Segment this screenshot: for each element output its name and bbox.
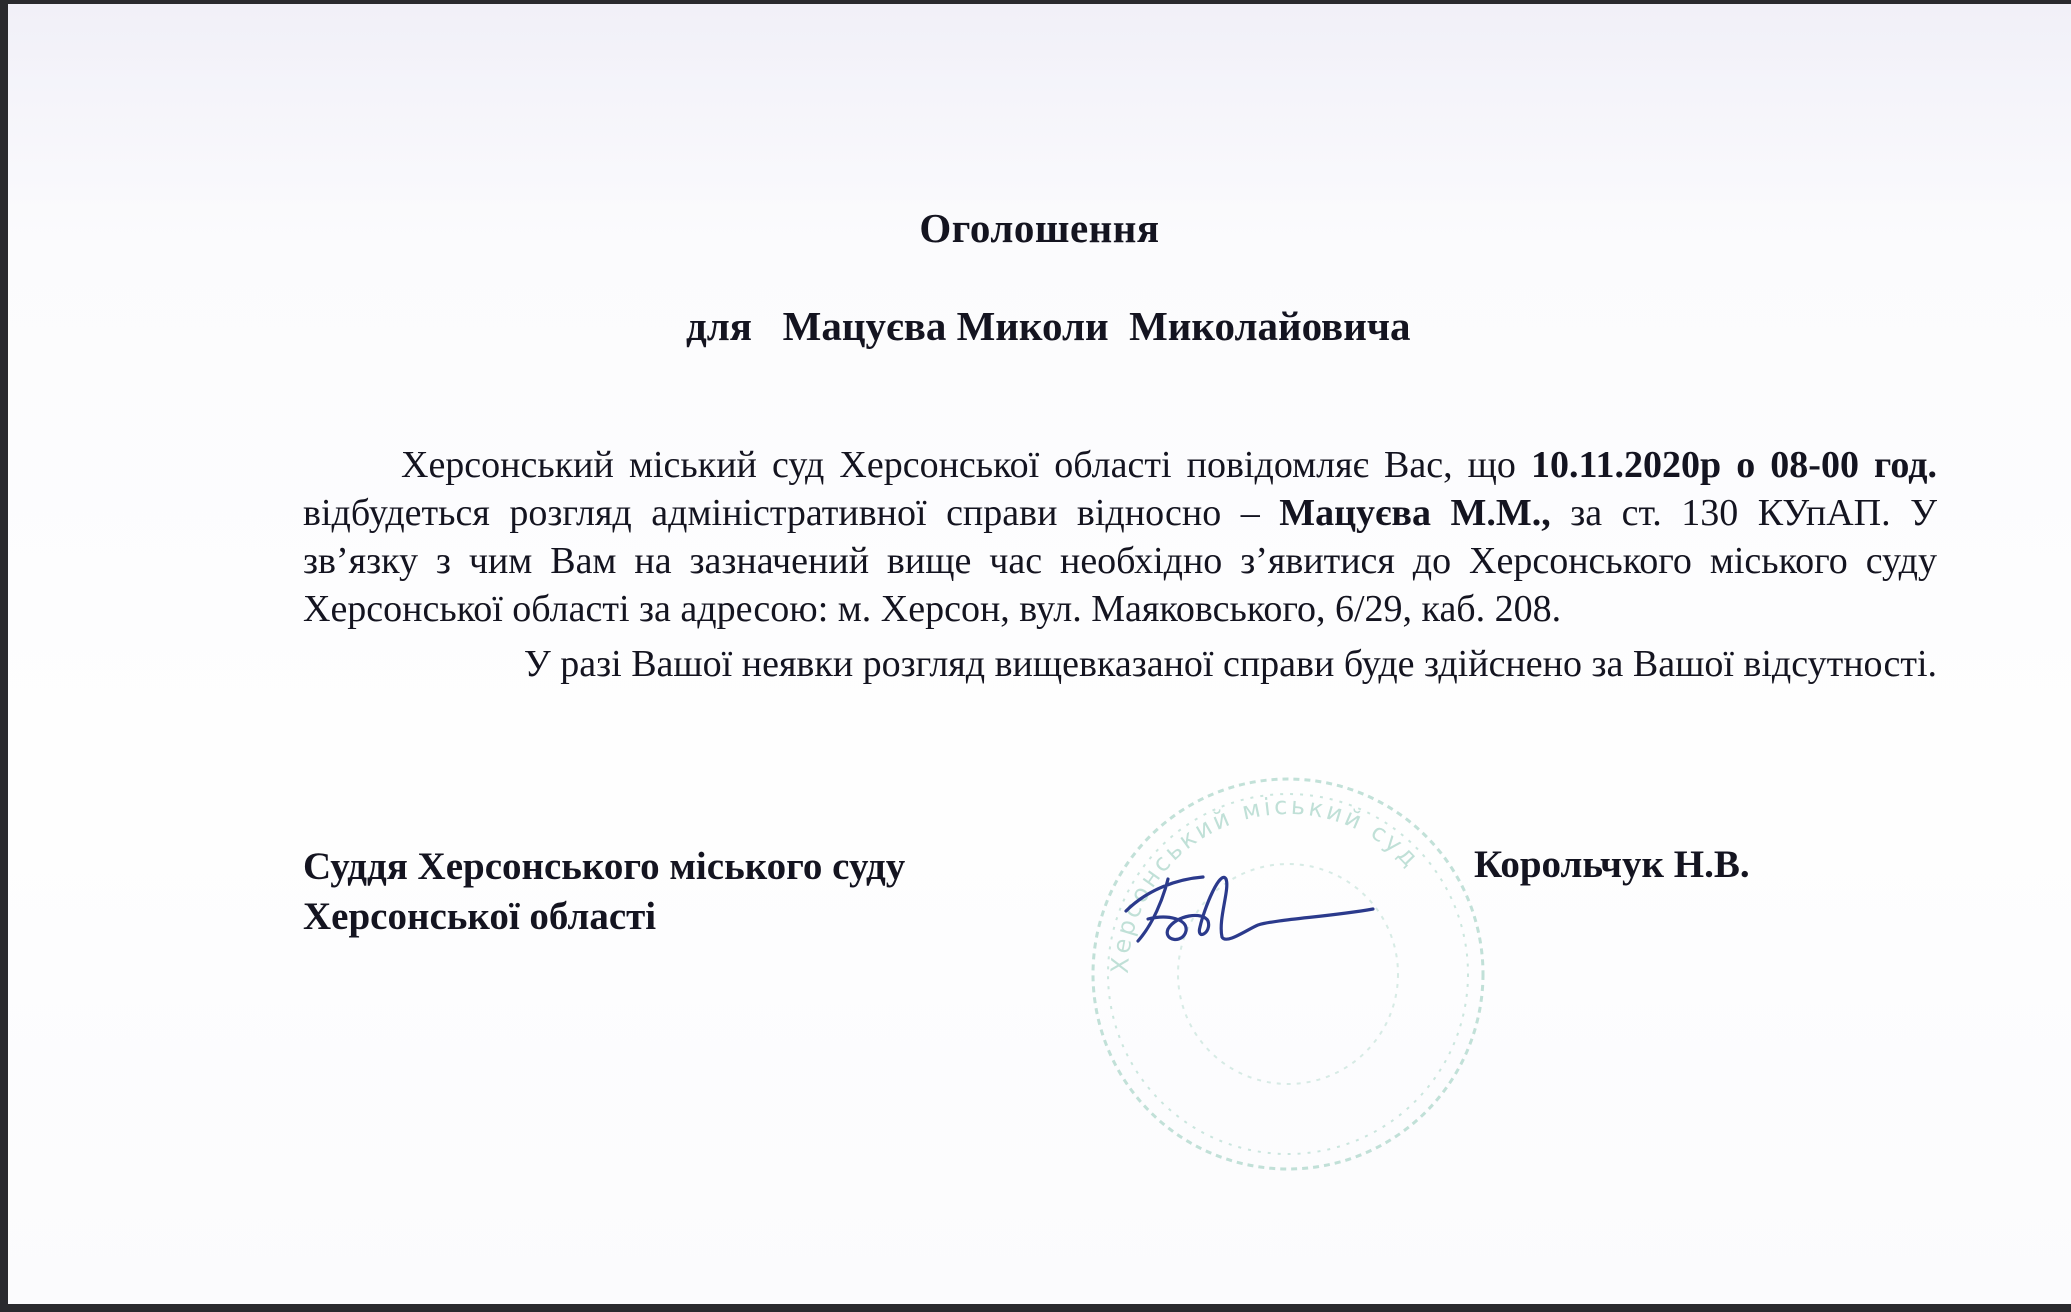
- judge-position-line1: Суддя Херсонського міського суду: [303, 845, 906, 888]
- document-title: Оголошення: [919, 205, 1160, 251]
- addressee-line: для Мацуєва Миколи Миколайовича: [686, 303, 1411, 349]
- hearing-datetime: 10.11.2020р о 08-00 год.: [1531, 444, 1937, 486]
- notice-paragraph: [303, 441, 1937, 633]
- page-bottom-edge: [0, 1304, 2071, 1312]
- stamp-text: Херсонський міський суд: [1105, 791, 1426, 975]
- defendant-name: Мацуєва М.М.,: [1279, 492, 1551, 534]
- judge-signature: [1108, 849, 1388, 959]
- notice-end: за ст. 130 КУпАП. У зв’язку з чим Вам на зазначений вище час необхідно з’явитися до Херсонського міського суду Херсонської області за адресою: м. Херсон, вул. Маяковського, 6/29, каб. 208.: [303, 492, 1937, 630]
- document-page: [8, 4, 2071, 1304]
- court-stamp: [1058, 744, 1518, 1184]
- judge-position-line2: Херсонської області: [303, 895, 657, 938]
- notice-intro: Херсонський міський суд Херсонської області повідомляє Вас, що: [401, 444, 1532, 486]
- notice-middle: відбудеться розгляд адміністративної справи відносно –: [303, 492, 1280, 534]
- judge-position: [303, 842, 905, 942]
- judge-name: Корольчук Н.В.: [1474, 843, 1750, 886]
- absence-warning: У разі Вашої неявки розгляд вищевказаної справи буде здійснено за Вашої відсутності.: [523, 643, 1937, 685]
